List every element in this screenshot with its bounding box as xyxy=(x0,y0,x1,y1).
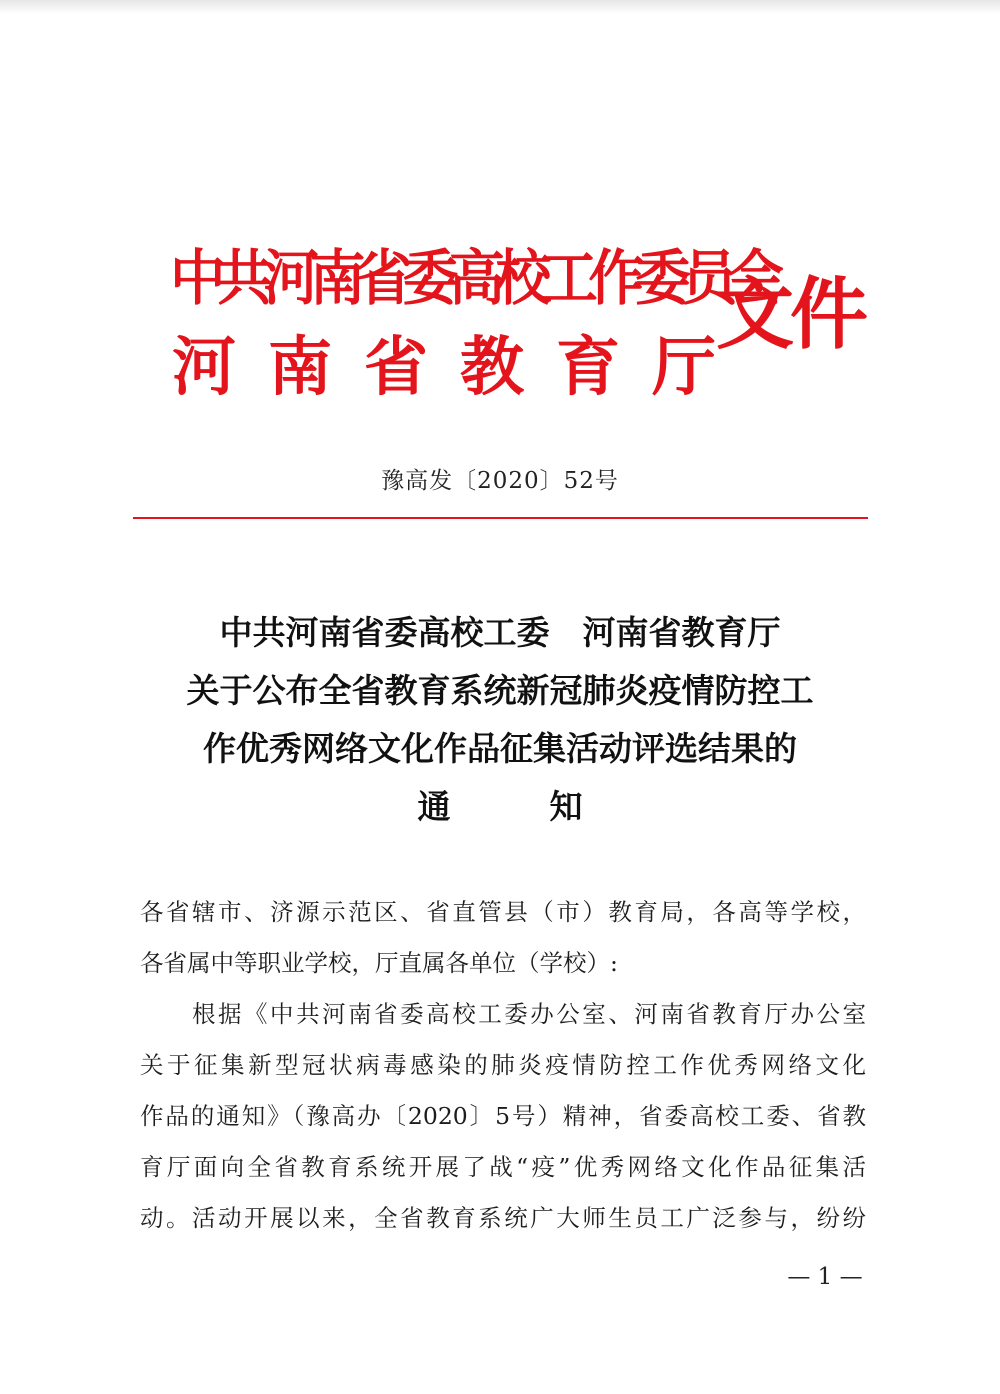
title-line-3: 作优秀网络文化作品征集活动评选结果的 xyxy=(203,729,797,768)
body-line-4: 关于征集新型冠状病毒感染的肺炎疫情防控工作优秀网络文化 xyxy=(140,1051,866,1079)
page-number: — 1 — xyxy=(787,1264,863,1290)
title-line-4: 通 知 xyxy=(417,787,583,826)
document-title xyxy=(120,604,880,836)
body-line-7: 动。活动开展以来，全省教育系统广大师生员工广泛参与，纷纷 xyxy=(140,1204,866,1232)
red-divider xyxy=(133,517,868,519)
scan-top-shadow xyxy=(0,0,1000,14)
body-line-3: 根据《中共河南省委高校工委办公室、河南省教育厅办公室 xyxy=(192,1000,866,1028)
title-line-2: 关于公布全省教育系统新冠肺炎疫情防控工 xyxy=(186,671,814,710)
masthead-suffix: 文件 xyxy=(716,270,865,360)
document-body xyxy=(140,887,866,1244)
body-line-5: 作品的通知》（豫高办〔2020〕5号）精神，省委高校工委、省教 xyxy=(140,1102,866,1130)
masthead-org-line-2: 河南省教育厅 xyxy=(172,331,748,405)
masthead-org-line-1: 中共河南省委高校工作委员会 xyxy=(170,244,775,314)
document-number: 豫高发〔2020〕52号 xyxy=(381,468,619,494)
body-line-2: 各省属中等职业学校，厅直属各单位（学校）: xyxy=(140,949,618,977)
body-line-6: 育厅面向全省教育系统开展了战“疫”优秀网络文化作品征集活 xyxy=(140,1153,866,1181)
body-line-1: 各省辖市、济源示范区、省直管县（市）教育局，各高等学校， xyxy=(140,898,866,926)
title-line-1: 中共河南省委高校工委 河南省教育厅 xyxy=(219,613,781,652)
